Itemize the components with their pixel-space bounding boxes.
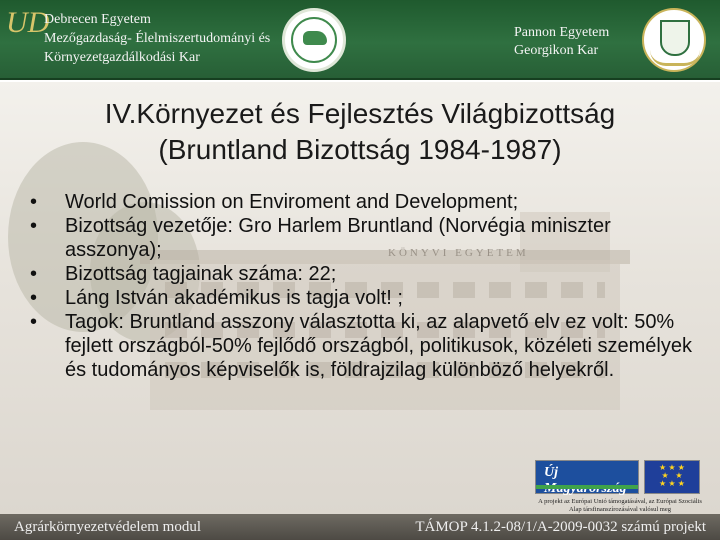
faculty-crest-icon bbox=[642, 8, 706, 72]
bullet-marker: • bbox=[30, 263, 38, 285]
funding-note: A projekt az Európai Unió támogatásával, az Európai Szociális Alap társfinanszírozásával valósul meg bbox=[538, 498, 702, 513]
uj-magyarorszag-logo-text: Új bbox=[544, 465, 558, 480]
bullet-item bbox=[28, 190, 698, 214]
bullet-text: Tagok: Bruntland asszony választotta ki, az alapvető elv ez volt: 50% fejlett országból-50% fejlődő országból, politikusok, közéleti személyek és tudományos képviselők is, földrajzilag különböző helyekről. bbox=[65, 311, 692, 381]
logo-band bbox=[536, 485, 638, 489]
bullet-item bbox=[28, 310, 698, 382]
institution-right bbox=[514, 24, 609, 60]
footer-project-id: TÁMOP 4.1.2-08/1/A-2009-0032 számú projekt bbox=[415, 519, 706, 535]
institution-left bbox=[44, 10, 270, 67]
bullet-text: Bizottság tagjainak száma: 22; bbox=[65, 263, 337, 285]
university-logo-icon: UD bbox=[6, 6, 50, 39]
university-emblem-icon bbox=[282, 8, 346, 72]
header-band bbox=[0, 0, 720, 80]
slide-title-line: (Bruntland Bizottság 1984-1987) bbox=[158, 134, 562, 165]
bullet-marker: • bbox=[30, 311, 38, 333]
institution-right-line: Pannon Egyetem bbox=[514, 25, 610, 40]
bullet-item bbox=[28, 262, 698, 286]
bullet-text: Bizottság vezetője: Gro Harlem Bruntland (Norvégia miniszter asszonya); bbox=[65, 215, 611, 261]
bullet-marker: • bbox=[30, 191, 38, 213]
uj-magyarorszag-logo bbox=[535, 460, 639, 494]
crest-arc bbox=[650, 50, 700, 66]
bullet-item bbox=[28, 286, 698, 310]
institution-right-line: Georgikon Kar bbox=[514, 43, 599, 58]
footer-module-title: Agrárkörnyezetvédelem modul bbox=[14, 519, 202, 535]
institution-left-line: Debrecen Egyetem bbox=[44, 12, 151, 27]
bullet-marker: • bbox=[30, 215, 38, 237]
footer-band bbox=[0, 514, 720, 540]
institution-left-line: Mezőgazdaság- Élelmiszertudományi és bbox=[44, 31, 271, 46]
emblem-animal-mark bbox=[303, 31, 327, 45]
bullet-item bbox=[28, 214, 698, 262]
bullet-text: World Comission on Enviroment and Development; bbox=[65, 191, 519, 213]
bullet-text: Láng István akadémikus is tagja volt! ; bbox=[65, 287, 403, 309]
bullet-list bbox=[28, 190, 698, 382]
institution-left-line: Környezetgazdálkodási Kar bbox=[44, 50, 200, 65]
slide-title bbox=[20, 96, 700, 168]
eu-stars: ★ ★ ★ ★ ★ ★ ★ ★ bbox=[659, 463, 685, 488]
eu-flag-icon bbox=[644, 460, 700, 494]
building-sign: KÖNYVI EGYETEM bbox=[388, 247, 529, 259]
bullet-marker: • bbox=[30, 287, 38, 309]
slide-title-line: IV.Környezet és Fejlesztés Világbizottság bbox=[104, 98, 616, 129]
